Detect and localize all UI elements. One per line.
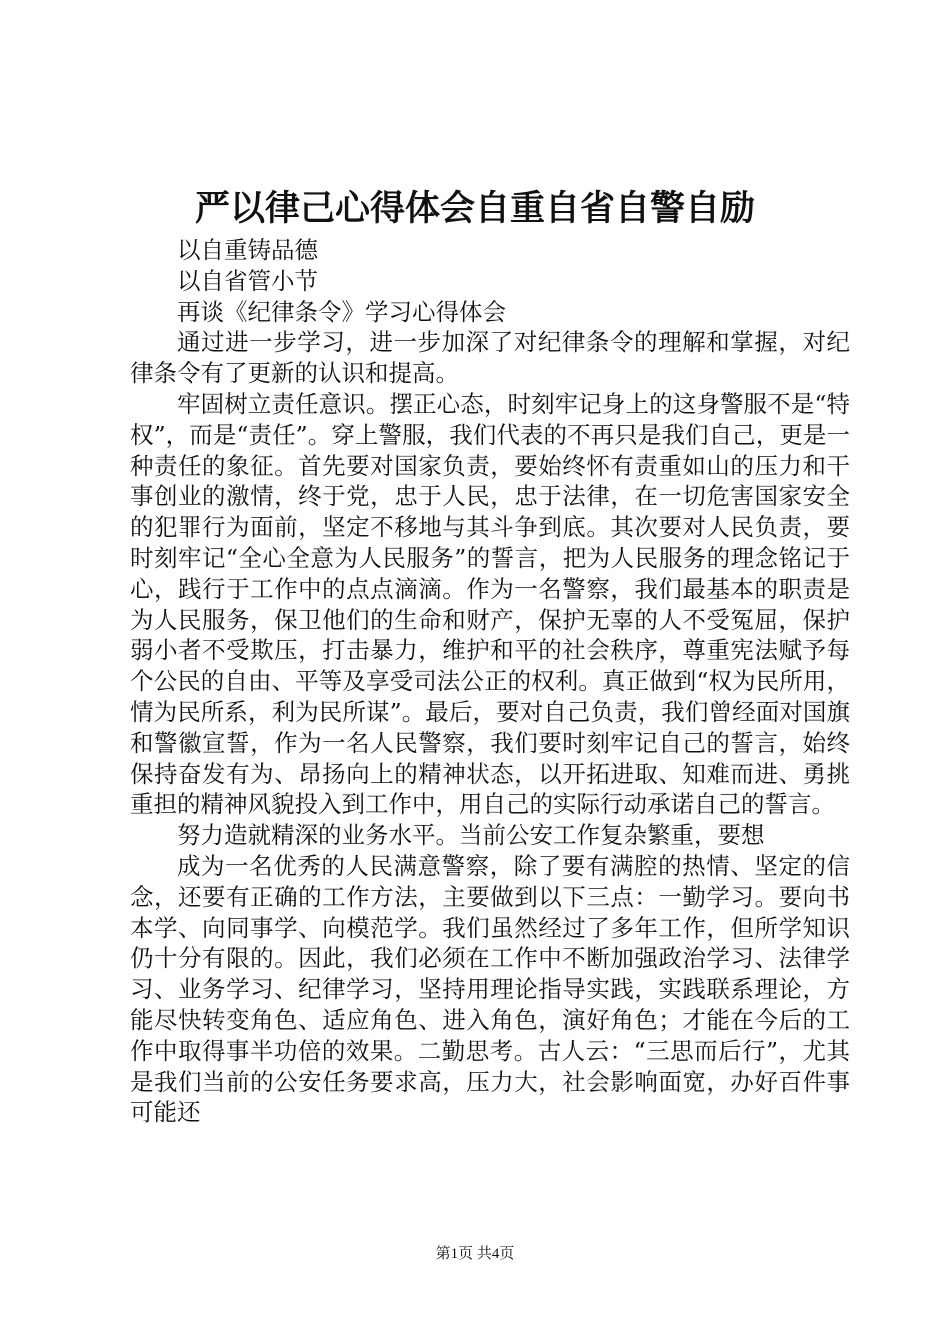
document-title: 严以律己心得体会自重自省自警自励: [194, 189, 755, 229]
paragraph: 成为一名优秀的人民满意警察，除了要有满腔的热情、坚定的信念，还要有正确的工作方法，主要做到以下三点：一勤学习。要向书本学、向同事学、向模范学。我们虽然经过了多年工作，但所学知识仍十分有限的。因此，我们必须在工作中不断加强政治学习、法律学习、业务学习、纪律学习，坚持用理论指导实践，实践联系理论，方能尽快转变角色、适应角色、进入角色，演好角色；才能在今后的工作中取得事半功倍的效果。二勤思考。古人云：“三思而后行”，尤其是我们当前的公安任务要求高，压力大，社会影响面宽，办好百件事可能还: [130, 851, 850, 1127]
page-footer: 第1页 共4页: [435, 1246, 515, 1262]
paragraph: 努力造就精深的业务水平。当前公安工作复杂繁重，要想: [177, 821, 765, 850]
paragraph: 通过进一步学习，进一步加深了对纪律条令的理解和掌握，对纪律条令有了更新的认识和提高。: [130, 328, 850, 388]
paragraph: 再谈《纪律条令》学习心得体会: [177, 297, 506, 326]
document-body: [130, 235, 850, 1128]
paragraph: 牢固树立责任意识。摆正心态，时刻牢记身上的这身警服不是“特权”，而是“责任”。穿上警服，我们代表的不再只是我们自己，更是一种责任的象征。首先要对国家负责，要始终怀有责重如山的压力和干事创业的激情，终于党，忠于人民，忠于法律，在一切危害国家安全的犯罪行为面前，坚定不移地与其斗争到底。其次要对人民负责，要时刻牢记“全心全意为人民服务”的誓言，把为人民服务的理念铭记于心，践行于工作中的点点滴滴。作为一名警察，我们最基本的职责是为人民服务，保卫他们的生命和财产，保护无辜的人不受冤屈，保护弱小者不受欺压，打击暴力，维护和平的社会秩序，尊重宪法赋予每个公民的自由、平等及享受司法公正的权利。真正做到“权为民所用，情为民所系，利为民所谋”。最后，要对自己负责，我们曾经面对国旗和警徽宣誓，作为一名人民警察，我们要时刻牢记自己的誓言，始终保持奋发有为、昂扬向上的精神状态，以开拓进取、知难而进、勇挑重担的精神风貌投入到工作中，用自己的实际行动承诺自己的誓言。: [130, 389, 850, 819]
paragraph: 以自重铸品德: [177, 236, 318, 264]
paragraph: 以自省管小节: [177, 266, 318, 295]
